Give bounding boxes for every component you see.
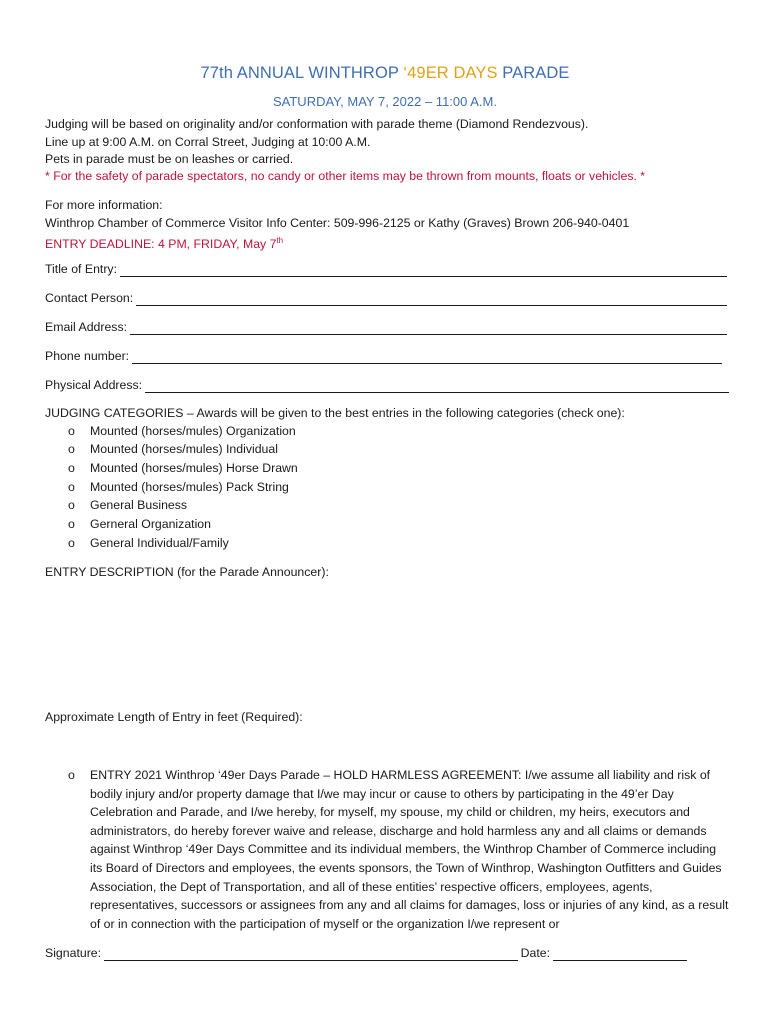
address-label: Physical Address: — [45, 378, 143, 392]
title-of-entry-field[interactable] — [45, 261, 727, 277]
phone-field[interactable] — [45, 348, 722, 364]
category-option[interactable] — [68, 516, 211, 532]
page-title — [0, 64, 770, 83]
address-line[interactable] — [145, 380, 729, 393]
checkbox-bullet[interactable]: o — [68, 442, 75, 456]
signature-label: Signature: — [45, 946, 102, 960]
title-part-3: PARADE — [497, 64, 570, 82]
intro-line-2: Line up at 9:00 A.M. on Corral Street, Judging at 10:00 A.M. — [45, 135, 371, 149]
agreement-text: ENTRY 2021 Winthrop ‘49er Days Parade – HOLD HARMLESS AGREEMENT: I/we assume all liability and risk of bodily injury and/or property damage that I/we may incur or cause to others by participating in the 49’er Day Celebration and Parade, and I/we hereby, for myself, my spouse, my child or children, my heirs, executors and administrators, do hereby forever waive and release, discharge and hold harmless any and all claims or demands against Winthrop ‘49er Days Committee and its individual members, the Winthrop Chamber of Commerce including its Board of Directors and employees, the events sponsors, the Town of Winthrop, Washington Outfitters and Guides Association, the Dept of Transportation, and all of these entities’ respective officers, employees, agents, representatives, successors or assignees from any and all claims for damages, loss or injuries of any kind, as a result of or in connection with the participation of myself or the organization I/we represent or — [90, 768, 729, 931]
checkbox-bullet[interactable]: o — [68, 480, 75, 494]
contact-person-line[interactable] — [136, 293, 727, 306]
intro-line-1: Judging will be based on originality and/or conformation with parade theme (Diamond Rendezvous). — [45, 117, 589, 131]
email-line[interactable] — [130, 322, 727, 335]
category-option[interactable] — [68, 535, 229, 551]
category-label: Mounted (horses/mules) Organization — [90, 424, 296, 438]
intro-line-3: Pets in parade must be on leashes or carried. — [45, 152, 294, 166]
safety-warning: * For the safety of parade spectators, no candy or other items may be thrown from mounts, floats or vehicles. * — [45, 169, 646, 183]
entry-deadline-sup: th — [276, 236, 284, 245]
info-heading: For more information: — [45, 198, 163, 212]
phone-label: Phone number: — [45, 349, 130, 363]
email-field[interactable] — [45, 319, 727, 335]
judging-heading: JUDGING CATEGORIES – Awards will be given to the best entries in the following categories (check one): — [45, 406, 625, 420]
category-option[interactable] — [68, 460, 298, 476]
category-option[interactable] — [68, 479, 289, 495]
contact-person-field[interactable] — [45, 290, 727, 306]
checkbox-bullet[interactable]: o — [68, 461, 75, 475]
title-part-1: 77th ANNUAL WINTHROP — [200, 64, 404, 82]
category-label: Mounted (horses/mules) Individual — [90, 442, 278, 456]
page-subtitle: SATURDAY, MAY 7, 2022 – 11:00 A.M. — [272, 94, 497, 109]
date-line[interactable] — [553, 948, 687, 961]
category-option[interactable] — [68, 423, 296, 439]
entry-length-label: Approximate Length of Entry in feet (Required): — [45, 710, 303, 724]
category-label: General Individual/Family — [90, 536, 229, 550]
info-contact: Winthrop Chamber of Commerce Visitor Info Center: 509-996-2125 or Kathy (Graves) Brown 206-940-0401 — [45, 216, 630, 230]
address-field[interactable] — [45, 377, 729, 393]
signature-row — [45, 945, 690, 961]
contact-person-label: Contact Person: — [45, 291, 134, 305]
category-option[interactable] — [68, 497, 187, 513]
agreement-checkbox-bullet[interactable]: o — [68, 768, 75, 782]
title-of-entry-label: Title of Entry: — [45, 262, 117, 276]
category-label: Mounted (horses/mules) Pack String — [90, 480, 289, 494]
checkbox-bullet[interactable]: o — [68, 424, 75, 438]
category-label: Gerneral Organization — [90, 517, 211, 531]
entry-deadline — [45, 233, 283, 252]
checkbox-bullet[interactable]: o — [68, 517, 75, 531]
entry-deadline-text: ENTRY DEADLINE: 4 PM, FRIDAY, May 7 — [45, 237, 277, 251]
title-of-entry-line[interactable] — [120, 264, 727, 277]
category-label: General Business — [90, 498, 188, 512]
phone-line[interactable] — [132, 351, 722, 364]
checkbox-bullet[interactable]: o — [68, 498, 75, 512]
checkbox-bullet[interactable]: o — [68, 536, 75, 550]
signature-line[interactable] — [104, 948, 518, 961]
category-option[interactable] — [68, 441, 278, 457]
hold-harmless-agreement[interactable] — [68, 766, 730, 933]
date-label: Date: — [520, 946, 550, 960]
category-label: Mounted (horses/mules) Horse Drawn — [90, 461, 298, 475]
email-label: Email Address: — [45, 320, 128, 334]
title-part-2: ‘49ER DAYS — [403, 64, 498, 82]
entry-description-label: ENTRY DESCRIPTION (for the Parade Announcer): — [45, 565, 329, 579]
